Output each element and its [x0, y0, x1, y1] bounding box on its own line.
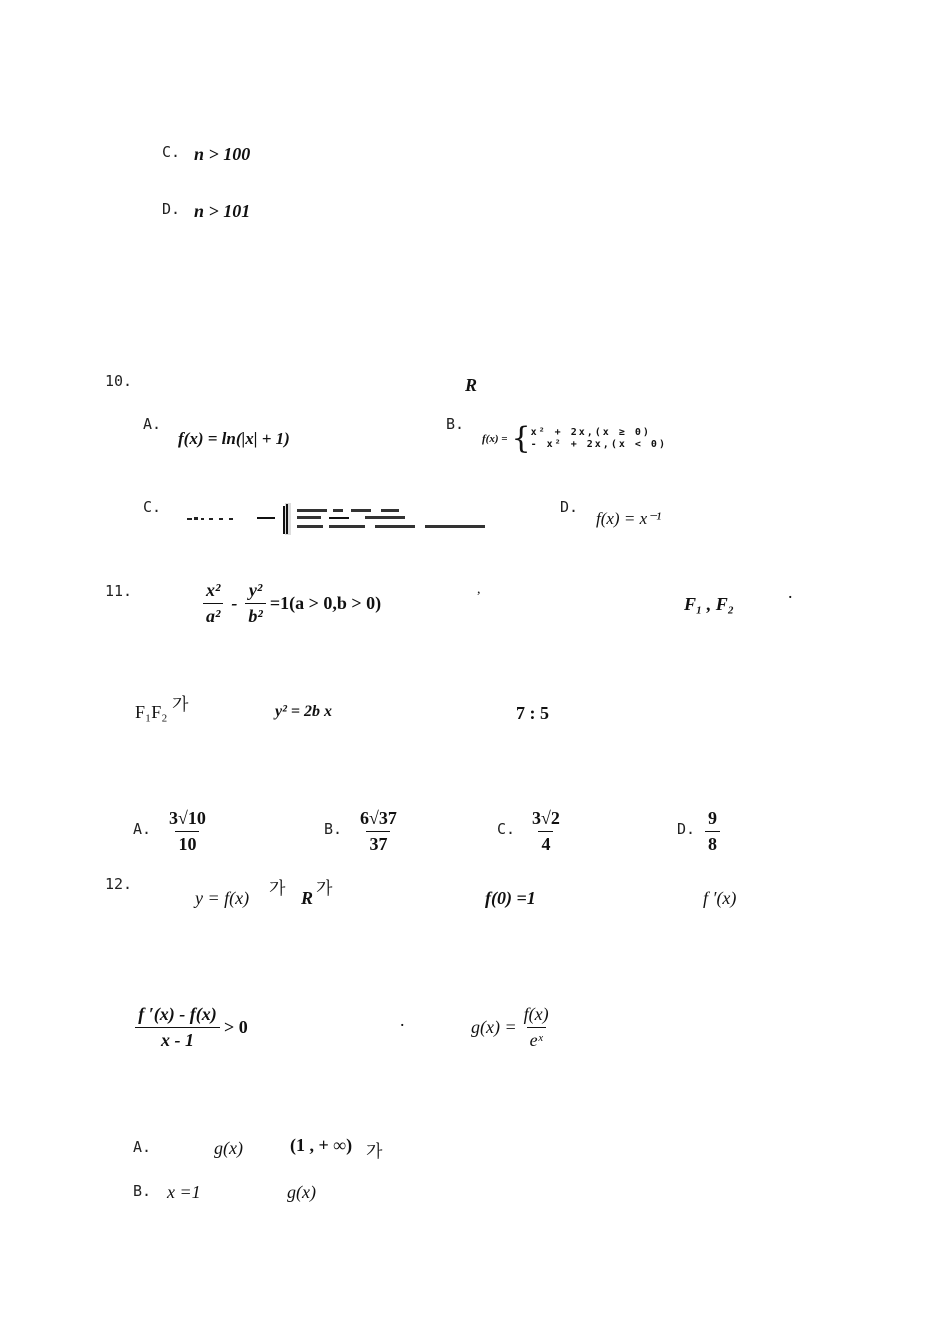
q11-fraction-x-over-a — [203, 580, 223, 627]
q11-parabola: y² = 2b x — [275, 703, 333, 720]
q11-option-d-denominator: 8 — [705, 831, 720, 855]
q11-ga-particle: 가 — [172, 695, 189, 715]
q11-fraction-y-over-b — [245, 580, 265, 627]
q11-option-b-label: B. — [324, 820, 343, 838]
q12-inequality-fraction — [135, 1004, 220, 1051]
q12-option-b-function: g(x) — [287, 1182, 316, 1202]
q10-option-b-piecewise — [482, 421, 667, 456]
q12-domain-symbol: R — [301, 888, 314, 908]
q12-option-a-label: A. — [133, 1138, 152, 1156]
q11-segment: F₁F₂ — [135, 702, 168, 722]
q11-option-a-label: A. — [133, 820, 152, 838]
q12-ga-particle-1: 가 — [269, 879, 286, 899]
q12-derivative: f ′(x) — [703, 888, 737, 908]
q12-option-b-point: x =1 — [167, 1182, 201, 1202]
q11-option-b-value — [357, 808, 400, 855]
q10-domain-symbol: R — [465, 375, 478, 395]
q10-option-a-label: A. — [143, 415, 162, 433]
q11-ratio: 7 : 5 — [516, 703, 549, 723]
q10-option-c-garbled-expression — [185, 503, 485, 535]
garbled-piecewise-graphic — [285, 503, 485, 535]
q12-inequality-rest: > 0 — [224, 1017, 248, 1037]
q12-ga-particle-2: 가 — [316, 879, 333, 899]
q11-equation-condition: =1(a > 0,b > 0) — [269, 593, 382, 613]
q11-option-a-numerator: 3√10 — [169, 808, 206, 828]
q12-number: 12. — [105, 875, 133, 893]
q11-option-d-value — [705, 808, 720, 855]
q10-option-b-lhs: f(x) = — [482, 433, 508, 445]
q12-inequality — [135, 1004, 248, 1051]
q11-option-b-denominator: 37 — [366, 831, 390, 855]
q9-option-c-label: C. — [162, 143, 181, 161]
q10-number: 10. — [105, 372, 133, 390]
q12-option-a-function: g(x) — [214, 1138, 243, 1158]
q10-option-c-label: C. — [143, 498, 162, 516]
q11-foci: F₁ , F₂ — [684, 594, 735, 614]
q9-option-d-label: D. — [162, 200, 181, 218]
q11-option-c-label: C. — [497, 820, 516, 838]
q10-option-d-label: D. — [560, 498, 579, 516]
q12-g-fraction — [521, 1004, 552, 1051]
q12-option-a-ga-particle: 가 — [366, 1142, 383, 1162]
q9-option-c-expression: n > 100 — [194, 144, 251, 164]
q10-option-b-case-1: x² + 2x,(x ≥ 0) — [530, 427, 651, 438]
q11-fraction-y-numerator: y² — [248, 580, 263, 600]
q11-option-c-value — [529, 808, 563, 855]
q10-option-d-expression: f(x) = x⁻¹ — [596, 509, 662, 528]
q11-hyperbola-equation — [203, 580, 381, 627]
q11-fraction-a-denominator: a² — [203, 603, 223, 627]
q11-option-d-numerator: 9 — [708, 808, 717, 828]
q11-option-c-denominator: 4 — [538, 831, 553, 855]
q11-comma: , — [477, 582, 481, 597]
q11-option-a-denominator: 10 — [175, 831, 199, 855]
q12-initial-condition: f(0) =1 — [485, 888, 536, 908]
q11-minus-sign: - — [231, 593, 238, 613]
q11-fraction-b-denominator: b² — [245, 603, 265, 627]
left-brace-icon: { — [511, 421, 531, 456]
q11-option-c-numerator: 3√2 — [532, 808, 560, 828]
q11-option-a-value — [166, 808, 209, 855]
q10-option-a-expression: f(x) = ln(|x| + 1) — [178, 429, 290, 448]
q10-option-b-case-2: - x² + 2x,(x < 0) — [530, 439, 667, 450]
q12-inequality-denominator: x - 1 — [135, 1027, 220, 1051]
q12-g-definition — [471, 1004, 552, 1051]
q11-period: . — [788, 582, 793, 602]
q11-number: 11. — [105, 582, 133, 600]
q12-option-a-interval: (1 , + ∞) — [290, 1135, 353, 1155]
q11-option-d-label: D. — [677, 820, 696, 838]
q12-g-denominator: eˣ — [527, 1027, 546, 1051]
q11-option-b-numerator: 6√37 — [360, 808, 397, 828]
q12-period: . — [400, 1010, 405, 1030]
q12-inequality-numerator: f ′(x) - f(x) — [138, 1004, 217, 1024]
q12-g-numerator: f(x) — [523, 1004, 549, 1024]
garbled-formula-graphic — [185, 504, 285, 534]
q12-function: y = f(x) — [195, 888, 250, 908]
q12-option-b-label: B. — [133, 1182, 152, 1200]
q10-option-b-label: B. — [446, 415, 465, 433]
q9-option-d-expression: n > 101 — [194, 201, 251, 221]
q12-g-lhs: g(x) = — [471, 1017, 517, 1037]
q11-fraction-x-numerator: x² — [206, 580, 221, 600]
